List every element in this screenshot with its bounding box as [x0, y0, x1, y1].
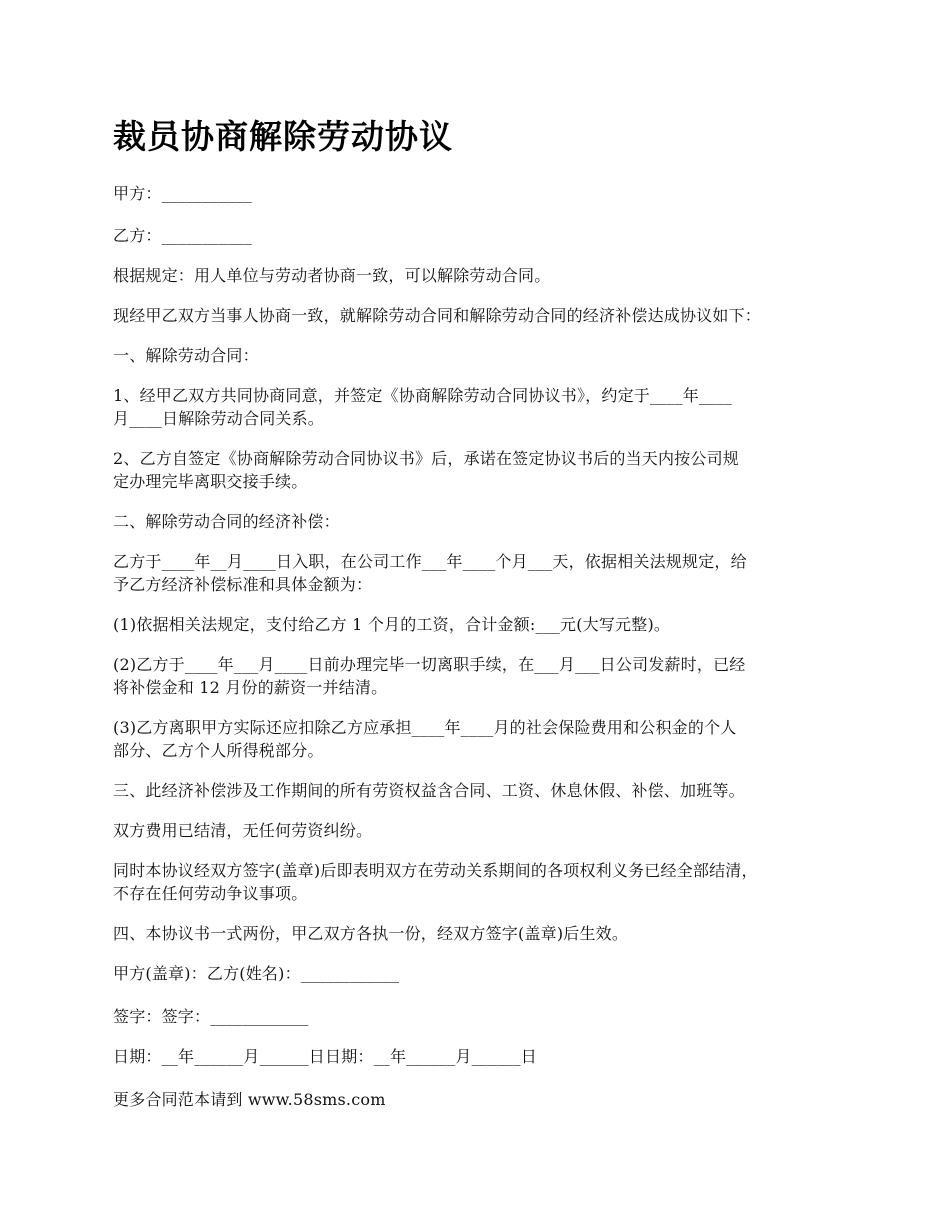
legal-basis-paragraph: 根据规定：用人单位与劳动者协商一致，可以解除劳动合同。 [113, 266, 551, 285]
signature-line: 签字：签字：____________ [113, 1007, 309, 1026]
footer-more-templates: 更多合同范本请到 www.58sms.com [113, 1090, 386, 1109]
document-title: 裁员协商解除劳动协议 [113, 117, 453, 156]
party-a-line: 甲方：___________ [113, 184, 252, 203]
section-2-heading: 二、解除劳动合同的经济补偿： [113, 512, 340, 531]
clause-1-2: 2、乙方自签定《协商解除劳动合同协议书》后，承诺在签定协议书后的当天内按公司规 定办理完毕离职交接手续。 [113, 449, 739, 491]
employment-period-paragraph: 乙方于____年__月____日入职，在公司工作___年____个月___天，依据相关法规规定，给 予乙方经济补偿标准和具体金额为： [113, 552, 747, 594]
clause-2-1: (1)依据相关法规定，支付给乙方 1 个月的工资，合计金额:___元(大写元整)。 [113, 615, 671, 634]
section-1-heading: 一、解除劳动合同： [113, 346, 259, 365]
agreement-intro-paragraph: 现经甲乙双方当事人协商一致，就解除劳动合同和解除劳动合同的经济补偿达成协议如下： [113, 306, 762, 325]
party-signature-line: 甲方(盖章)：乙方(姓名)：____________ [113, 964, 400, 983]
party-b-line: 乙方：___________ [113, 226, 252, 245]
clause-2-3: (3)乙方离职甲方实际还应扣除乙方应承担____年____月的社会保险费用和公积金的个人 部分、乙方个人所得税部分。 [113, 718, 737, 760]
settled-statement: 双方费用已结清，无任何劳资纠纷。 [113, 821, 373, 840]
settlement-effect-paragraph: 同时本协议经双方签字(盖章)后即表明双方在劳动关系期间的各项权利义务已经全部结清， 不存在任何劳动争议事项。 [113, 861, 758, 903]
clause-2-2: (2)乙方于____年___月____日前办理完毕一切离职手续，在___月___日公司发薪时，已经 将补偿金和 12 月份的薪资一并结清。 [113, 655, 746, 697]
clause-1-1: 1、经甲乙双方共同协商同意，并签定《协商解除劳动合同协议书》，约定于____年____ 月____日解除劳动合同关系。 [113, 386, 732, 428]
section-3-heading: 三、此经济补偿涉及工作期间的所有劳资权益含合同、工资、休息休假、补偿、加班等。 [113, 781, 745, 800]
section-4-heading: 四、本协议书一式两份，甲乙双方各执一份，经双方签字(盖章)后生效。 [113, 924, 629, 943]
date-line: 日期：__年______月______日日期：__年______月______日 [113, 1047, 538, 1066]
